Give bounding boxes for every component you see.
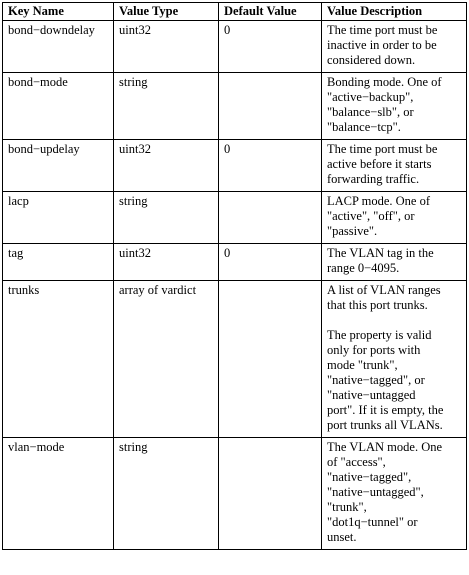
document: [2, 2, 466, 550]
cell-value-description: [322, 438, 467, 550]
cell-default-value: 0: [219, 244, 322, 281]
description-paragraph: The time port must be inactive in order to be considered down.: [327, 23, 438, 67]
description-paragraph: The VLAN tag in the range 0−4095.: [327, 246, 434, 275]
header-default-value: Default Value: [219, 3, 322, 21]
cell-value-type: string: [114, 192, 219, 244]
cell-value-description: [322, 140, 467, 192]
header-key-name: Key Name: [3, 3, 114, 21]
key-value-table: [2, 2, 467, 550]
cell-value-type: string: [114, 73, 219, 140]
cell-key-name: tag: [3, 244, 114, 281]
cell-key-name: trunks: [3, 281, 114, 438]
table-row: [3, 140, 467, 192]
description-paragraph: A list of VLAN ranges that this port trunks.: [327, 283, 441, 312]
cell-default-value: [219, 192, 322, 244]
cell-default-value: [219, 438, 322, 550]
cell-key-name: bond−mode: [3, 73, 114, 140]
cell-key-name: bond−downdelay: [3, 21, 114, 73]
description-paragraph: The VLAN mode. One of "access", "native−tagged", "native−untagged", "trunk", "dot1q−tunnel" or unset.: [327, 440, 443, 544]
table-row: [3, 244, 467, 281]
description-paragraph: LACP mode. One of "active", "off", or "passive".: [327, 194, 430, 238]
table-body: [3, 21, 467, 550]
cell-value-type: uint32: [114, 21, 219, 73]
description-paragraph: Bonding mode. One of "active−backup", "balance−slb", or "balance−tcp".: [327, 75, 442, 134]
table-row: [3, 192, 467, 244]
cell-default-value: [219, 73, 322, 140]
description-paragraph: The property is valid only for ports with mode "trunk", "native−tagged", or "native−untagged port". If it is empty, the port trunks all VLANs.: [327, 328, 444, 432]
cell-key-name: lacp: [3, 192, 114, 244]
table-header-row: [3, 3, 467, 21]
cell-value-type: uint32: [114, 140, 219, 192]
header-value-description: Value Description: [322, 3, 467, 21]
cell-default-value: 0: [219, 21, 322, 73]
header-value-type: Value Type: [114, 3, 219, 21]
cell-default-value: [219, 281, 322, 438]
cell-default-value: 0: [219, 140, 322, 192]
cell-key-name: bond−updelay: [3, 140, 114, 192]
cell-key-name: vlan−mode: [3, 438, 114, 550]
cell-value-description: [322, 244, 467, 281]
cell-value-type: array of vardict: [114, 281, 219, 438]
description-paragraph: The time port must be active before it starts forwarding traffic.: [327, 142, 438, 186]
table-row: [3, 281, 467, 438]
table-row: [3, 73, 467, 140]
table-row: [3, 21, 467, 73]
cell-value-type: uint32: [114, 244, 219, 281]
cell-value-description: [322, 192, 467, 244]
cell-value-type: string: [114, 438, 219, 550]
cell-value-description: [322, 73, 467, 140]
cell-value-description: [322, 21, 467, 73]
table-row: [3, 438, 467, 550]
cell-value-description: [322, 281, 467, 438]
